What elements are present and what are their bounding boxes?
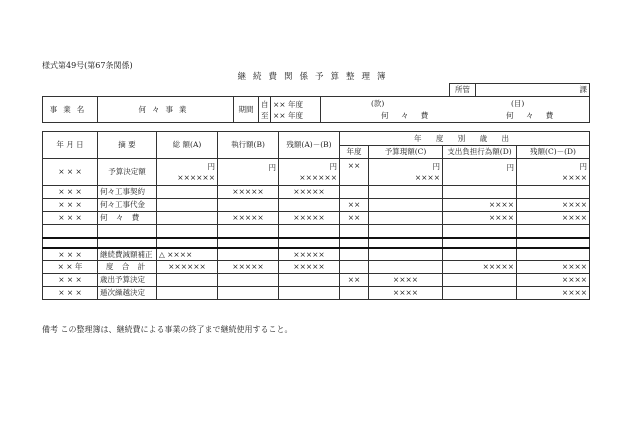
header-commitment: 支出負担行為額(D) — [443, 146, 517, 159]
project-info-table — [42, 96, 590, 123]
period-to-label: 至 — [261, 110, 269, 120]
unit-label: 円 — [329, 162, 337, 171]
row-commit: ×××× — [443, 199, 517, 212]
row-total — [157, 287, 218, 300]
row-remain — [517, 248, 590, 261]
row-date: × × 年 — [43, 261, 98, 274]
row-remain: ×××× — [517, 212, 590, 225]
row-budget — [369, 212, 443, 225]
row-summary: 予算決定額 — [98, 159, 157, 186]
header-fiscal-year: 年度 — [340, 146, 369, 159]
section-separator — [43, 238, 590, 248]
period-from-value: ×× 年度 — [273, 99, 303, 109]
row-total — [157, 186, 218, 199]
row-summary: 度 合 計 — [98, 261, 157, 274]
row-date: × × × — [43, 199, 98, 212]
row-balance: ×××××× — [299, 173, 337, 182]
table-row — [43, 199, 590, 212]
row-commit — [443, 274, 517, 287]
header-remaining: 残額(C)－(D) — [517, 146, 590, 159]
row-total: △ ×××× — [157, 248, 218, 261]
table-row — [43, 274, 590, 287]
row-budget — [369, 248, 443, 261]
row-budget: ×××× — [414, 173, 440, 182]
header-summary: 摘 要 — [98, 132, 157, 159]
row-executed: ××××× — [218, 186, 279, 199]
department-suffix: 課 — [476, 84, 590, 97]
row-commit — [443, 287, 517, 300]
page-title: 継続費関係予算整理簿 — [237, 72, 393, 82]
unit-label: 円 — [506, 163, 514, 172]
moku-value: 何 々 費 — [506, 111, 559, 120]
table-row — [43, 186, 590, 199]
row-total — [157, 212, 218, 225]
kan-value: 何 々 費 — [381, 111, 434, 120]
row-executed: ××××× — [218, 261, 279, 274]
row-date: × × × — [43, 274, 98, 287]
footnote: 備考 この整理簿は、継続費による事業の終了まで継続使用すること。 — [42, 325, 293, 334]
ledger-table — [42, 131, 590, 300]
row-commit — [443, 186, 517, 199]
form-number: 様式第49号(第67条関係) — [42, 61, 133, 70]
row-budget: ×××× — [369, 287, 443, 300]
department-box — [449, 83, 590, 97]
budget-classification — [321, 97, 590, 123]
row-year: ×× — [340, 159, 369, 186]
row-commit: ×××× — [443, 212, 517, 225]
row-date: × × × — [43, 186, 98, 199]
row-total: ×××××× — [177, 173, 215, 182]
unit-label: 円 — [579, 162, 588, 171]
row-summary: 何 々 費 — [98, 212, 157, 225]
row-year: ×× — [340, 199, 369, 212]
row-balance — [279, 287, 340, 300]
row-balance — [279, 199, 340, 212]
row-balance: ××××× — [279, 261, 340, 274]
header-total: 総 額(A) — [157, 132, 218, 159]
row-summary: 逓次繰越決定 — [98, 287, 157, 300]
row-date: × × × — [43, 248, 98, 261]
row-summary: 継続費減額補正 — [98, 248, 157, 261]
period-from-label: 自 — [261, 99, 269, 109]
row-commit: ××××× — [443, 261, 517, 274]
row-summary: 何々工事代金 — [98, 199, 157, 212]
row-remain: ×××× — [517, 199, 590, 212]
moku-label: (目) — [511, 99, 525, 108]
project-label: 事業名 — [43, 97, 98, 123]
unit-label: 円 — [432, 162, 440, 171]
row-executed: ××××× — [218, 212, 279, 225]
row-budget: ×××× — [369, 274, 443, 287]
kan-label: (款) — [371, 99, 385, 108]
row-remain: ×××× — [517, 287, 590, 300]
table-row — [43, 212, 590, 225]
row-remain: ×××× — [517, 274, 590, 287]
row-budget — [369, 261, 443, 274]
row-total — [157, 274, 218, 287]
row-total — [157, 199, 218, 212]
table-row — [43, 248, 590, 261]
row-date: × × × — [43, 159, 98, 186]
table-row-empty — [43, 225, 590, 238]
row-summary: 何々工事契約 — [98, 186, 157, 199]
row-executed — [218, 274, 279, 287]
row-remain: ×××× — [561, 173, 588, 182]
row-budget — [369, 199, 443, 212]
header-budget: 予算現額(C) — [369, 146, 443, 159]
row-commit — [443, 248, 517, 261]
row-year — [340, 287, 369, 300]
row-date: × × × — [43, 287, 98, 300]
period-to-value: ×× 年度 — [273, 110, 303, 120]
unit-label: 円 — [207, 162, 215, 171]
row-date: × × × — [43, 212, 98, 225]
row-year: ×× — [340, 274, 369, 287]
table-row — [43, 159, 590, 186]
row-year — [340, 186, 369, 199]
row-balance — [279, 274, 340, 287]
header-executed: 執行額(B) — [218, 132, 279, 159]
row-executed — [218, 199, 279, 212]
row-remain: ×××× — [517, 261, 590, 274]
header-date: 年 月 日 — [43, 132, 98, 159]
project-name: 何々事業 — [98, 97, 234, 123]
row-budget — [369, 186, 443, 199]
row-balance: ××××× — [279, 248, 340, 261]
row-year — [340, 248, 369, 261]
row-executed — [218, 287, 279, 300]
row-executed — [218, 248, 279, 261]
table-row — [43, 287, 590, 300]
unit-label: 円 — [268, 163, 276, 172]
period-label: 期間 — [234, 97, 259, 123]
row-balance: ××××× — [279, 186, 340, 199]
row-remain — [517, 186, 590, 199]
department-label: 所管 — [450, 84, 476, 97]
row-total: ×××××× — [157, 261, 218, 274]
row-balance: ××××× — [279, 212, 340, 225]
header-balance: 残額(A)－(B) — [279, 132, 340, 159]
header-annual: 年 度 別 歳 出 — [340, 132, 590, 146]
row-year — [340, 261, 369, 274]
row-year: ×× — [340, 212, 369, 225]
table-row — [43, 261, 590, 274]
row-summary: 歳出予算決定 — [98, 274, 157, 287]
